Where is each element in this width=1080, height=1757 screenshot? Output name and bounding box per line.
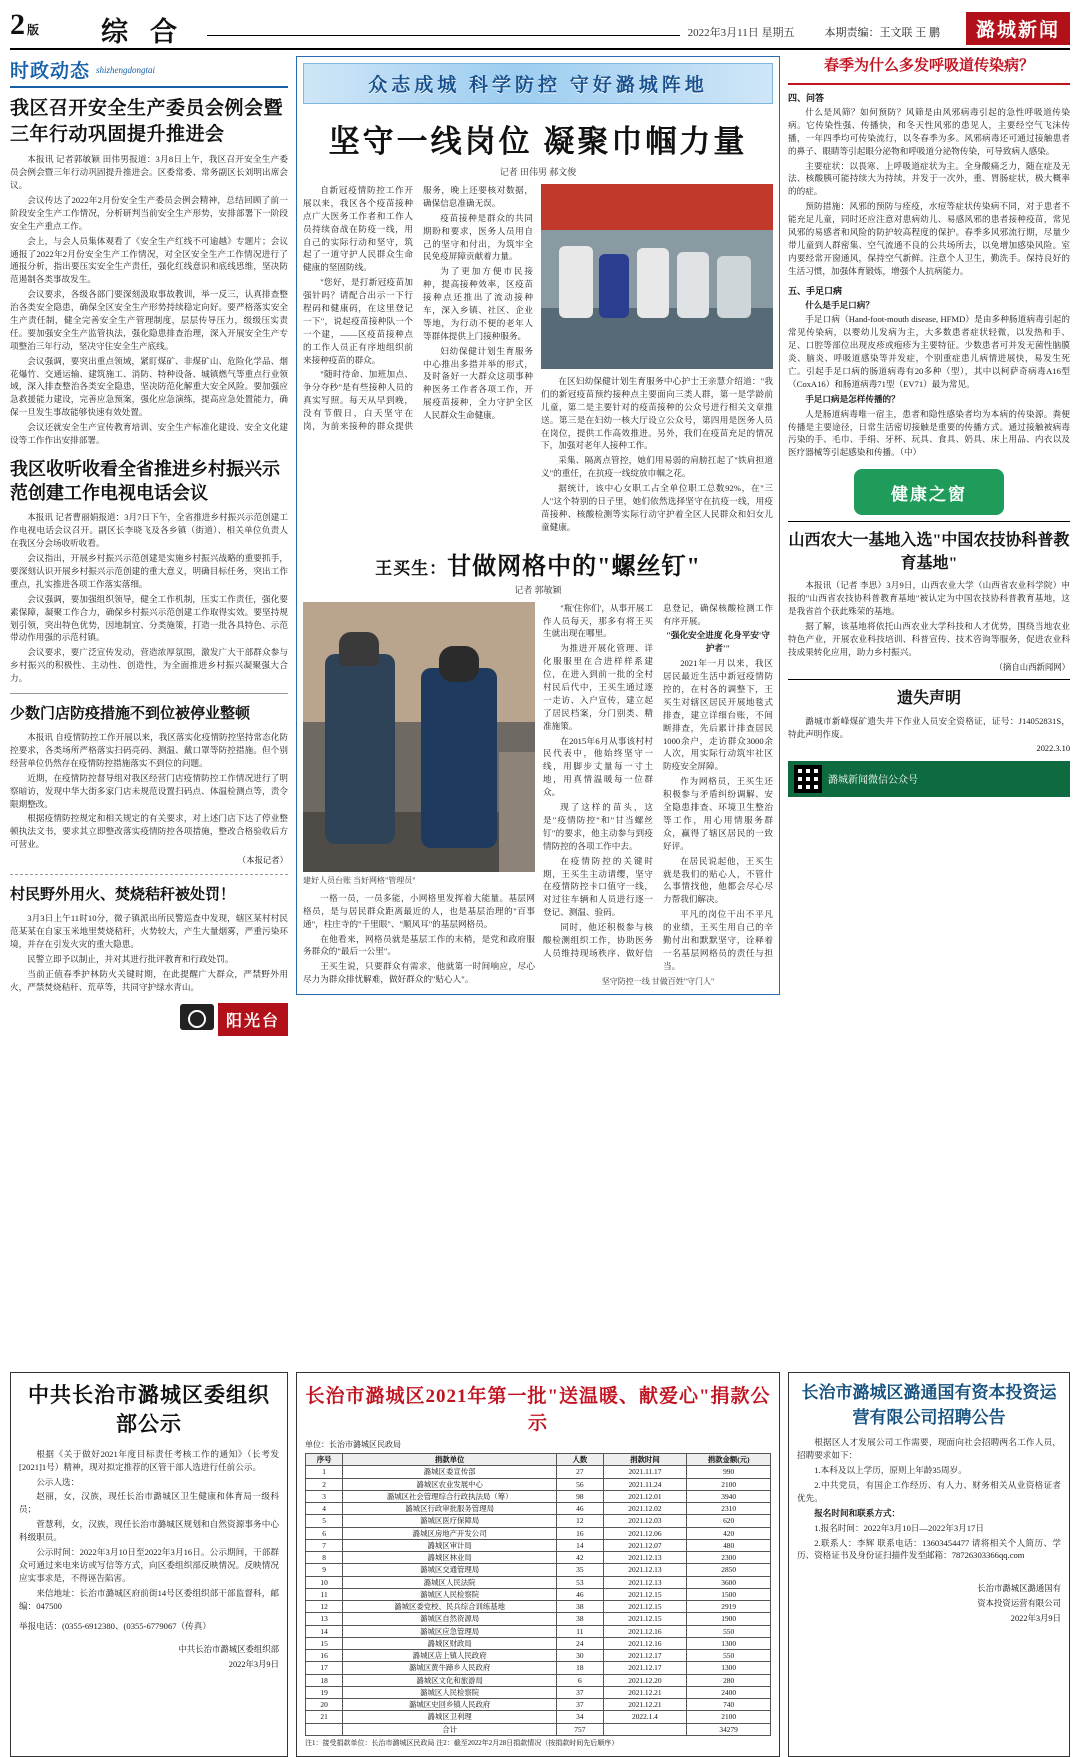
table-row: [306, 1662, 771, 1674]
paragraph: 会议指出，开展乡村振兴示范创建是实施乡村振兴战略的重要抓手，要深刻认识开展乡村振兴示范创建的重大意义，明确目标任务，突出工作重点，扎实推进各项工作落实落细。: [10, 553, 288, 589]
paragraph: 3月3日上午11时10分，微子镇派出所民警巡查中发现，辖区某村村民范某某在自家玉米地里焚烧秸秆，火势较大，产生大量烟雾，严重污染环境，并存在引发火灾的重大隐患。: [10, 913, 288, 949]
paragraph: 预防措施：风邪的预防与痊疫，水痘等症状传染病不同，对于患者不能充足儿童，同时还应注意对患病幼儿、易感风邪的患者接种疫苗，常见风邪的易感者和风险的防护较高程度的保护。春季多风邪流行期，尽量少带儿童到人群密集、空气流通不良的公共场所去，以免增加感染风险。室内要经常开窗通风，保持空气新鲜。注意个人卫生，勤洗手。保持良好的生活习惯，加强体育锻炼，增强个人抗病能力。: [788, 201, 1070, 276]
paragraph: 民警立即予以制止，并对其进行批评教育和行政处罚。: [27, 953, 234, 964]
cell-date: 2021.12.15: [603, 1613, 687, 1625]
cell-index: 9: [306, 1564, 343, 1576]
subfeature-title-row: [303, 546, 773, 581]
paper-logo: 潞城新闻: [966, 12, 1070, 45]
table-row: [306, 1674, 771, 1686]
cell-amount: 2850: [687, 1564, 771, 1576]
feature-body-right: [541, 375, 773, 534]
paragraph: 当前正值春季护林防火关键时期，在此提醒广大群众，严禁野外用火，严禁焚烧秸秆、荒草等，共同守护绿水青山。: [10, 968, 288, 992]
paragraph: 菅慧利，女，汉族，现任长治市潞城区规划和自然资源事务中心科级职员。: [19, 1519, 279, 1543]
donation-table: [305, 1453, 771, 1736]
divider: [788, 679, 1070, 680]
paragraph: 1.报名时间：2022年3月10日—2022年3月17日: [814, 1522, 984, 1533]
news-source: （摘自山西新闻网）: [994, 663, 1070, 673]
paragraph: 手足口病（Hand-foot-mouth disease, HFMD）是由多种肠道病毒引起的常见传染病，以婴幼儿发病为主，大多数患者症状轻微，以发热和手、足、口腔等部位出现皮疹或疱疹为主要特征。少数患者可并发无菌性脑膜炎、脑炎、呼吸道感染等并发症，个别重症患儿病情进展快，易发生死亡。引起手足口病的肠道病毒有20多种（型），其中以柯萨奇病毒A16型（CoxA16）和肠道病毒71型（EV71）最为常见。: [788, 314, 1070, 389]
table-row: [306, 1503, 771, 1515]
table-row: [306, 1588, 771, 1600]
paragraph: 据了解，该基地将依托山西农业大学科技和人才优势，围绕当地农业特色产业，开展农业科技培训、科普宣传、技术咨询等服务，促进农业科技成果转化应用，助力乡村振兴。: [788, 620, 1070, 657]
cell-people: 14: [557, 1539, 604, 1551]
cell-unit: 潞城区委宣传部: [343, 1466, 557, 1478]
cell-people: 53: [557, 1576, 604, 1588]
paragraph: "您好，是打新冠疫苗加强针吗？请配合出示一下行程码和健康码，在这里登记一下"，说起疫苗接种队一个一个建，——区疫苗接种点的工作人员正有序地组织前来接种疫苗的群众。: [303, 277, 413, 365]
cell-date: 2021.12.20: [603, 1674, 687, 1686]
cell-date: 2021.11.24: [603, 1478, 687, 1490]
page-number-block: [10, 8, 39, 42]
cell-people: 6: [557, 1674, 604, 1686]
article-store-closure: [10, 704, 288, 866]
cell-people: 11: [557, 1625, 604, 1637]
cell-people: 34: [557, 1711, 604, 1723]
cell-people: 27: [557, 1466, 604, 1478]
cell-index: 14: [306, 1625, 343, 1637]
cell-index: 19: [306, 1686, 343, 1698]
camera-icon: [180, 1004, 214, 1030]
subheading: "强化安全进度 化身平安'守护者'": [666, 630, 770, 654]
paragraph: 会议传达了2022年2月份安全生产委员会例会精神，总结回顾了前一阶段安全生产工作情况，分析研判当前安全生产形势，安排部署下一阶段安全生产重点工作。: [10, 194, 288, 231]
article-headline: 我区收听收看全省推进乡村振兴示范创建工作电视电话会议: [10, 458, 280, 504]
table-row: [306, 1527, 771, 1539]
subfeature-photo-gridworker: [303, 602, 535, 872]
cell-amount: 550: [687, 1650, 771, 1662]
paragraph: 会议强调，要突出重点领域，紧盯煤矿、非煤矿山、危险化学品、烟花爆竹、交通运输、建筑施工、消防、特种设备、城镇燃气等重点行业领域，深入排查整治各类安全隐患，坚决防范化解重大安全风险。要加强应急救援能力建设，完善应急预案，强化应急演练，提高应急处置能力，确保一旦发生事故能够快速有效处置。: [10, 355, 288, 418]
cell-unit: 潞城区人民法院: [343, 1576, 557, 1588]
paragraph: 在区妇幼保健计划生育服务中心护士王亲慧介绍道："我们的新冠疫苗预约接种点主要面向三类人群，第一是学龄前儿童，第二是主要针对的疫苗接种的公众号进行相关文章推送。第三是在妇幼一核大厅设立公众号，第四用是医务人员在岗位，提供工作高效推进。另外，我们在疫苗充足的情况下，加强对老年人接种工作。: [541, 376, 773, 451]
donation-title: 长治市潞城区2021年第一批"送温暖、献爱心"捐款公示: [305, 1386, 771, 1434]
subfeature-text-right: [543, 602, 773, 987]
cell-index: 21: [306, 1711, 343, 1723]
cell-unit: 潞城区自然资源局: [343, 1613, 557, 1625]
table-row: [306, 1601, 771, 1613]
paragraph: 会议要求，要广泛宣传发动，营造浓厚氛围，激发广大干部群众参与乡村振兴的积极性、主动性、创造性，为全面推进乡村振兴凝聚强大合力。: [10, 647, 288, 684]
table-row: [306, 1686, 771, 1698]
feature-body-left: [303, 184, 533, 433]
notice-phone: 举报电话：(0355-6912380、(0355-6779067（传真）: [19, 1621, 211, 1632]
paragraph: 一格一员，一员多能，小网格里发挥着大能量。基层网格员，是与居民群众距离最近的人，也是基层治理的"百事通"，柱庄寺的"千里眼"、"顺风耳"的基层网格员。: [303, 892, 535, 929]
paragraph: 采集、隔离点管控，她们用易弱的肩膀扛起了"铁肩担道义"的重任，在抗疫一线绽放巾帼之花。: [541, 455, 773, 479]
subfeature-title: 甘做网格中的"螺丝钉": [447, 553, 701, 580]
question: 手足口病是怎样传播的？: [805, 393, 900, 404]
health-article-headline: 春季为什么多发呼吸道传染病？: [823, 58, 1034, 74]
cell-unit: 潞城区农业发展中心: [343, 1478, 557, 1490]
cell-unit: 合计: [343, 1723, 557, 1735]
cell-date: 2021.12.13: [603, 1576, 687, 1588]
cell-amount: 620: [687, 1515, 771, 1527]
paragraph: 2021年一月以来，我区居民最近生活中新冠疫情防控的，在村各的调整下，王买生对辖区居民开展地毯式排查，建立详细台账，不间断排查，先后累计排查居民1000余户，走访群众3000余人次，用实际行动筑牢社区防疫安全屏障。: [663, 658, 773, 772]
paragraph: 本报讯 记者曹丽娟报道：3月7日下午，全省推进乡村振兴示范创建工作电视电话会议召开。副区长李晓飞及各乡镇（街道）、相关单位负责人在我区分会场收听收看。: [10, 512, 288, 549]
recruitment-title: 长治市潞城区潞通国有资本投资运营有限公司招聘公告: [801, 1383, 1057, 1427]
cell-amount: 990: [687, 1466, 771, 1478]
bottom-notices-row: [10, 1372, 1070, 1757]
cell-amount: 740: [687, 1699, 771, 1711]
cell-unit: 潞城区史回乡镇人民政府: [343, 1699, 557, 1711]
table-header-row: [306, 1454, 771, 1466]
paragraph: 为了更加方便市民接种，提高接种效率，区疫苗接种点还推出了流动接种车，深入乡镇、社区、企业等地，为行动不便的老年人等群体提供上门接种服务。: [423, 266, 533, 341]
col-index: 序号: [306, 1454, 343, 1466]
kicker-pinyin: shizhengdongtai: [96, 64, 156, 75]
cell-unit: 潞城区委党校、民兵综合训练基地: [343, 1601, 557, 1613]
feature-photo-vaccination: [541, 184, 773, 369]
cell-index: 10: [306, 1576, 343, 1588]
cell-date: 2021.12.17: [603, 1650, 687, 1662]
sunshine-badge-label: 阳光台: [218, 1003, 288, 1036]
cell-unit: 潞城区行政审批服务管理局: [343, 1503, 557, 1515]
cell-people: 18: [557, 1662, 604, 1674]
cell-unit: 潞城区审计局: [343, 1539, 557, 1551]
cell-date: 2021.12.16: [603, 1625, 687, 1637]
kicker-label: 时政动态: [10, 61, 91, 82]
page-grid: [10, 56, 1070, 1366]
cell-unit: 潞城区财政局: [343, 1637, 557, 1649]
article-body: [10, 153, 288, 447]
cell-index: 11: [306, 1588, 343, 1600]
table-row: [306, 1576, 771, 1588]
news-headline: 山西农大一基地入选"中国农技协科普教育基地": [788, 532, 1070, 572]
campaign-banner-text: 众志成城 科学防控 守好潞城阵地: [368, 75, 708, 96]
sunshine-platform-logo: [10, 997, 288, 1036]
cell-index: 12: [306, 1601, 343, 1613]
article-straw-burning: [10, 885, 288, 993]
table-row: [306, 1613, 771, 1625]
cell-amount: 550: [687, 1625, 771, 1637]
paragraph: 根据《关于做好2021年度目标责任考核工作的通知》（长考发[2021]1号）精神，现对拟定推荐的区管干部人选进行任前公示。: [19, 1448, 279, 1472]
cell-amount: 1300: [687, 1662, 771, 1674]
cell-unit: 潞城区林业局: [343, 1552, 557, 1564]
cell-unit: 潞城区卫利理: [343, 1711, 557, 1723]
right-column: [788, 56, 1070, 1366]
cell-amount: 1500: [687, 1588, 771, 1600]
cell-index: 15: [306, 1637, 343, 1649]
article-signature: （本报记者）: [237, 856, 288, 866]
paragraph: 根据疫情防控规定和相关规定的有关要求，对上述门店下达了停业整顿执法文书，要求其立即整改落实疫情防控各项措施，整改合格验收后方可营业。: [10, 813, 288, 850]
cell-unit: 潞城区应急管理局: [343, 1625, 557, 1637]
cell-amount: 3600: [687, 1576, 771, 1588]
cell-unit: 潞城区社会管理综合行政执法局（筹）: [343, 1490, 557, 1502]
notice-signer: 中共长治市潞城区委组织部: [178, 1645, 279, 1655]
cell-amount: 2919: [687, 1601, 771, 1613]
paragraph: 在2015年6月从事该村村民代表中，他始终坚守一线，用脚步丈量每一寸土地，用真情温暖每一位群众。: [543, 735, 653, 798]
paragraph: 潞城市新峰煤矿遗失井下作业人员安全资格证，证号：J14052831S，特此声明作废。: [788, 715, 1070, 739]
notice-org-dept: [10, 1372, 288, 1757]
page-label: 版: [27, 23, 40, 37]
recruitment-date: 2022年3月9日: [1010, 1614, 1061, 1624]
paragraph: 会上，与会人员集体观看了《安全生产红线不可逾越》专题片；会议通报了2022年2月份安全生产工作情况，对全区安全生产工作情况进行了通报分析，指出要压实安全生产责任，强化红线意识和底线思维，坚决防范遏制各类事故发生。: [10, 235, 288, 285]
cell-people: 37: [557, 1686, 604, 1698]
feature-top-layout: [303, 184, 773, 536]
notice-recruitment: [788, 1372, 1070, 1757]
cell-index: 7: [306, 1539, 343, 1551]
subfeature-caption-2: 坚守防控一线 甘做百姓"守门人": [601, 976, 715, 986]
paragraph: 来信地址：长治市潞城区府前街14号区委组织部干部监督科，邮编：047500: [19, 1587, 279, 1611]
cell-people: 24: [557, 1637, 604, 1649]
subfeature-caption-1: 建好人员台账 当好网格"管理员": [303, 875, 416, 885]
table-row: [306, 1650, 771, 1662]
section-title: 综合: [101, 17, 200, 47]
cell-unit: 潞城区交通管理局: [343, 1564, 557, 1576]
table-row: [306, 1478, 771, 1490]
cell-amount: 2100: [687, 1478, 771, 1490]
cell-people: 37: [557, 1699, 604, 1711]
table-row: [306, 1515, 771, 1527]
cell-unit: 潞城区人民检察院: [343, 1686, 557, 1698]
paragraph: "瓶'住你们'，从事开展工作人员每天，那多有将王买生就出现在哪里。: [543, 602, 653, 639]
cell-people: 46: [557, 1503, 604, 1515]
cell-people: 56: [557, 1478, 604, 1490]
paragraph: 公示人选：: [36, 1476, 80, 1487]
article-body: [10, 511, 288, 685]
paragraph: 会议要求，各级各部门要深刻汲取事故教训，举一反三，认真排查整治各类安全隐患，确保全区安全生产形势持续稳定向好。要严格落实安全生产责任制，健全完善安全生产管理制度，层层传导压力，级级压实责任。要加强安全生产监管执法，强化隐患排查治理，深入开展安全生产专项整治三年行动，坚决守住安全生产底线。: [10, 289, 288, 351]
paragraph: 根据区人才发展公司工作需要，现面向社会招聘两名工作人员，招聘要求如下：: [797, 1437, 1061, 1461]
feature-photo-block: [541, 184, 773, 536]
paragraph: 疫苗接种是群众的共同期盼和要求，医务人员用自己的坚守和付出，为筑牢全民免疫屏障贡献着力量。: [423, 212, 533, 262]
cell-date: 2021.12.02: [603, 1503, 687, 1515]
cell-people: 757: [557, 1723, 604, 1735]
cell-date: 2021.12.21: [603, 1699, 687, 1711]
news-body: [788, 579, 1070, 658]
paragraph: 同时，他还积极参与核酸检测组织工作，协助医务人员维持现场秩序、做好信息登记，确保核酸检测工作有序开展。: [543, 602, 773, 958]
cell-people: 46: [557, 1588, 604, 1600]
subfeature-prefix: 王买生：: [375, 558, 448, 578]
cell-amount: 1900: [687, 1613, 771, 1625]
divider: [10, 693, 288, 694]
middle-column: [296, 56, 780, 1366]
cell-index: 5: [306, 1515, 343, 1527]
wechat-label: 潞城新闻微信公众号: [828, 775, 918, 787]
col-people: 人数: [557, 1454, 604, 1466]
cell-index: 3: [306, 1490, 343, 1502]
masthead: [10, 8, 1070, 50]
table-row: [306, 1539, 771, 1551]
divider: [788, 521, 1070, 522]
cell-amount: 420: [687, 1527, 771, 1539]
article-headline: 少数门店防疫措施不到位被停业整顿: [10, 706, 251, 723]
cell-amount: 280: [687, 1674, 771, 1686]
article-body: [10, 912, 288, 993]
paragraph: 自新冠疫情防控工作开展以来，我区各个疫苗接种点广大医务工作者和工作人员持续奋战在防疫一线，用自己的实际行动和坚守，筑起了一道守护人民群众生命健康的坚固防线。: [303, 185, 413, 273]
article-headline: 我区召开安全生产委员会例会暨三年行动巩固提升推进会: [10, 98, 284, 145]
cell-date: 2021.11.17: [603, 1466, 687, 1478]
cell-unit: 潞城区黄牛蹄乡人民政府: [343, 1662, 557, 1674]
table-row: [306, 1625, 771, 1637]
table-row: [306, 1466, 771, 1478]
cell-people: 38: [557, 1613, 604, 1625]
cell-people: 12: [557, 1515, 604, 1527]
publication-date: 2022年3月11日 星期五: [687, 27, 795, 39]
health-section-label: 四、问答: [788, 93, 825, 103]
table-row: [306, 1637, 771, 1649]
cell-unit: 潞城区文化和旅游局: [343, 1674, 557, 1686]
article-body: [10, 731, 288, 851]
contact-title: 报名时间和联系方式：: [814, 1507, 901, 1518]
paragraph: 据统计，该中心女职工占全单位职工总数92%，在"三人"这个特别的日子里，她们依然选择坚守在抗疫一线，用疫苗接种、核酸检测等实际行动守护着全区人民群众和妇女儿童健康。: [541, 483, 773, 532]
cell-date: 2021.12.07: [603, 1539, 687, 1551]
donation-unit-line: 单位：长治市潞城区民政局: [305, 1440, 401, 1449]
paragraph: 平凡的岗位干出不平凡的业绩，王买生用自己的辛勤付出和默默坚守，诠释着一名基层网格员的责任与担当。: [663, 909, 773, 971]
health-article-body: [788, 106, 1070, 278]
paragraph: 主要症状：以畏寒、上呼吸道症状为主。全身酸痛乏力，随在症及无法、核酸胰可能持续大为持续，并发于一次外，重、胃肠症状，极大概率的的症。: [788, 160, 1070, 197]
paragraph: 在他看来，网格员就是基层工作的末梢，是党和政府服务群众的"最后一公里"。: [303, 933, 535, 957]
cell-date: [603, 1723, 687, 1735]
cell-amount: 2100: [687, 1711, 771, 1723]
paragraph: 会议强调，要加强组织领导，健全工作机制，压实工作责任，强化要素保障，凝聚工作合力，确保乡村振兴示范创建工作取得实效。要坚持规划引领，突出特色优势，因地制宜、分类施策，打造一批各具特色、示范带动作用强的示范村镇。: [10, 593, 288, 643]
cell-date: 2021.12.01: [603, 1490, 687, 1502]
cell-unit: 潞城区人民检察院: [343, 1588, 557, 1600]
left-column: [10, 56, 288, 1366]
cell-index: 16: [306, 1650, 343, 1662]
paragraph: 本报讯（记者 李思）3月9日，山西农业大学（山西省农业科学院）申报的"山西省农技协科普教育基地"被认定为中国农技协科普教育基地，这是我省首个获此殊荣的基地。: [788, 580, 1070, 616]
divider: [10, 874, 288, 875]
cell-amount: 2300: [687, 1552, 771, 1564]
paragraph: 2.联系人：李辉 联系电话：13603454477 请将相关个人简历、学历、资格证书及身份证扫描件发至邮箱：78726303366qq.com: [797, 1537, 1061, 1561]
notice-title: 中共长治市潞城区委组织部公示: [28, 1383, 270, 1437]
editor-credit: 本期责编：王文联 王 鹏: [824, 27, 940, 39]
paragraph: 人是肠道病毒唯一宿主，患者和隐性感染者均为本病的传染源。粪便传播是主要途径，日常生活密切接触是重要的传播方式。通过接触被病毒污染的手、毛巾、手绢、牙杯、玩具、食具、奶具、床上用品、内衣以及医疗器械等引起感染和传播。（中）: [788, 408, 1070, 458]
feature-byline: 记者 田伟男 郝文俊: [499, 167, 577, 177]
masthead-rule: [207, 35, 680, 36]
cell-amount: 1300: [687, 1637, 771, 1649]
subfeature-body-right: [543, 602, 773, 973]
column-kicker: [10, 56, 288, 88]
notice-date: 2022年3月9日: [228, 1660, 279, 1670]
cell-index: 17: [306, 1662, 343, 1674]
lost-notice-title: 遗失声明: [896, 690, 961, 708]
table-row: [306, 1711, 771, 1723]
cell-date: 2022.1.4: [603, 1711, 687, 1723]
cell-index: 13: [306, 1613, 343, 1625]
paragraph: 在居民说起他，王买生就是我们的贴心人，不管什么事情找他，他都会尽心尽力帮我们解决。: [663, 855, 773, 905]
paragraph: 会议还就安全生产宣传教育培训、安全生产标准化建设、安全文化建设等工作作出安排部署。: [10, 422, 288, 445]
cell-people: 30: [557, 1650, 604, 1662]
table-row: [306, 1490, 771, 1502]
paragraph: 什么是风筛？如何预防？风筛是由风邪病毒引起的急性呼吸道传染病。它传染性强、传播快，和冬天性风邪的患见人，主要经空气飞沫传播，一年四季均可传染流行，以冬春季为多。风邪病毒还可通过接触患者的鼻子、眼睛等引起眼分泌物和呼吸道分泌物传染，可导致病人感染。: [788, 107, 1070, 156]
paragraph: 妇幼保健计划生育服务中心推出多措并举的形式，及时备好一大群众这项事种种医务工作者各项工作，开展疫苗接种，全力守护全区人民群众生命健康。: [423, 345, 533, 421]
campaign-banner: [303, 63, 773, 104]
cell-date: 2021.12.15: [603, 1601, 687, 1613]
cell-date: 2021.12.06: [603, 1527, 687, 1539]
question: 什么是手足口病？: [805, 299, 874, 310]
cell-date: 2021.12.15: [603, 1588, 687, 1600]
cell-date: 2021.12.13: [603, 1552, 687, 1564]
table-row: [306, 1699, 771, 1711]
recruitment-signer-1: 长治市潞城区潞通国有: [977, 1584, 1061, 1594]
paragraph: 王买生说，只要群众有需求，他就第一时间响应，尽心尽力为群众排忧解难，做好群众的"贴心人"。: [303, 961, 535, 985]
feature-text-left: [303, 184, 533, 433]
paragraph: 公示时间：2022年3月10日至2022年3月16日。公示期间，干部群众可通过来电来访或写信等方式，向区委组织部反映情况。反映情况应实事求是，不得诬告陷害。: [19, 1547, 279, 1583]
page-number: 2: [10, 8, 25, 41]
cell-index: 8: [306, 1552, 343, 1564]
cell-people: 35: [557, 1564, 604, 1576]
paragraph: 近期，在疫情防控督导组对我区经营门店疫情防控工作情况进行了明察暗访，发现中华大街多家门店未规范设置扫码点、体温检测点等，责令限期整改。: [10, 772, 288, 809]
health-article-body-2: [788, 299, 1070, 460]
cell-date: 2021.12.03: [603, 1515, 687, 1527]
lost-notice-date: 2022.3.10: [1036, 743, 1070, 753]
cell-date: 2021.12.16: [603, 1637, 687, 1649]
subfeature-layout: [303, 602, 773, 988]
cell-index: 2: [306, 1478, 343, 1490]
cell-index: 20: [306, 1699, 343, 1711]
cell-people: 16: [557, 1527, 604, 1539]
feature-title: 坚守一线岗位 凝聚巾帼力量: [328, 124, 748, 159]
cell-amount: 2400: [687, 1686, 771, 1698]
cell-people: 98: [557, 1490, 604, 1502]
cell-amount: 34279: [687, 1723, 771, 1735]
paragraph: 赵丽，女，汉族，现任长治市潞城区卫生健康和体育局一级科员；: [19, 1491, 279, 1515]
cell-unit: 潞城区店上镇人民政府: [343, 1650, 557, 1662]
article-safety-meeting: [10, 96, 288, 447]
cell-index: 1: [306, 1466, 343, 1478]
article-lead: 本报讯 记者郭敏颖 田伟男报道：3月8日上午，我区召开安全生产委员会例会暨三年行动巩固提升推进会。区委常委、常务副区长刘明出席会议。: [10, 154, 288, 191]
donation-table-body: [306, 1466, 771, 1736]
cell-index: 18: [306, 1674, 343, 1686]
paragraph: 现了这样的苗头，这是"疫情防控"和"甘当螺丝钉"的要求，他主动参与到疫情防控的各项工作中去。: [543, 802, 653, 851]
cell-people: 42: [557, 1552, 604, 1564]
cell-amount: 3940: [687, 1490, 771, 1502]
cell-index: 6: [306, 1527, 343, 1539]
col-unit: 捐款单位: [343, 1454, 557, 1466]
cell-people: 38: [557, 1601, 604, 1613]
subfeature-photo-block: [303, 602, 535, 988]
cell-unit: 潞城区医疗保障局: [343, 1515, 557, 1527]
health-section-label-2: 五、手足口病: [788, 285, 843, 296]
table-row: [306, 1723, 771, 1735]
feature-box: [296, 56, 780, 995]
subfeature-body-left: [303, 892, 535, 986]
cell-index: 4: [306, 1503, 343, 1515]
health-window-badge: 健康之窗: [854, 469, 1004, 515]
recruitment-body: [797, 1436, 1061, 1562]
paragraph: 1.本科及以上学历，原则上年龄35周岁。: [814, 1465, 967, 1476]
cell-unit: 潞城区房地产开发公司: [343, 1527, 557, 1539]
cell-date: 2021.12.13: [603, 1564, 687, 1576]
paragraph: 作为网格员，王买生还积极参与矛盾纠纷调解、安全隐患排查、环境卫生整治等工作，用心用情服务群众，赢得了辖区居民的一致好评。: [663, 776, 773, 851]
qr-code-icon: [794, 765, 822, 793]
recruitment-signer-2: 资本投资运营有限公司: [977, 1599, 1061, 1609]
paragraph: 2.中共党员，有国企工作经历、有人力、财务相关从业资格证者优先。: [797, 1479, 1061, 1503]
wechat-qr-bar[interactable]: [788, 761, 1070, 797]
cell-index: [306, 1723, 343, 1735]
article-headline: 村民野外用火、焚烧秸秆被处罚！: [10, 887, 236, 904]
article-rural-revitalization: [10, 457, 288, 685]
table-row: [306, 1552, 771, 1564]
col-amount: 捐款金额(元): [687, 1454, 771, 1466]
cell-date: 2021.12.17: [603, 1662, 687, 1674]
paragraph: 在疫情防控的关键时期，王买生主动请缨，坚守在疫情防控卡口值守一线，对过往车辆和人员进行逐一登记、测温、验码。: [543, 855, 653, 918]
notice-body: [19, 1448, 279, 1613]
cell-amount: 480: [687, 1539, 771, 1551]
lost-notice-body: [788, 715, 1070, 741]
cell-date: 2021.12.21: [603, 1686, 687, 1698]
paragraph: "随时待命、加班加点、争分夺秒"是有些接种人员的真实写照。每天从早到晚，没有节假日，白天坚守在岗，为前来接种的群众提供服务，晚上还要核对数据，确保信息准确无误。: [303, 185, 533, 432]
paragraph: 为推进开展化管理、详化服服里在合进样样系建位，在进入到前一批的全村村民后代中，王买生通过逐一走访、入户宣传，建立起了居民档案，分门别类、精准施策。: [543, 643, 653, 731]
table-row: [306, 1564, 771, 1576]
col-date: 捐款时间: [603, 1454, 687, 1466]
subfeature-byline: 记者 郭敏颖: [514, 584, 562, 595]
divider: [788, 83, 1070, 85]
notice-donation-table: [296, 1372, 780, 1757]
paragraph: 本报讯 自疫情防控工作开展以来，我区落实化疫情防控坚持常态化防控要求，各类场所严格落实扫码亮码、测温、戴口罩等防控措施。但个别经营单位仍然存在疫情防控措施落实不到位的问题。: [10, 732, 288, 768]
cell-amount: 2310: [687, 1503, 771, 1515]
donation-note: 注1：接受捐款单位：长治市潞城区民政局 注2：截至2022年2月28日捐款情况（按捐款时间先后顺序）: [305, 1738, 619, 1747]
